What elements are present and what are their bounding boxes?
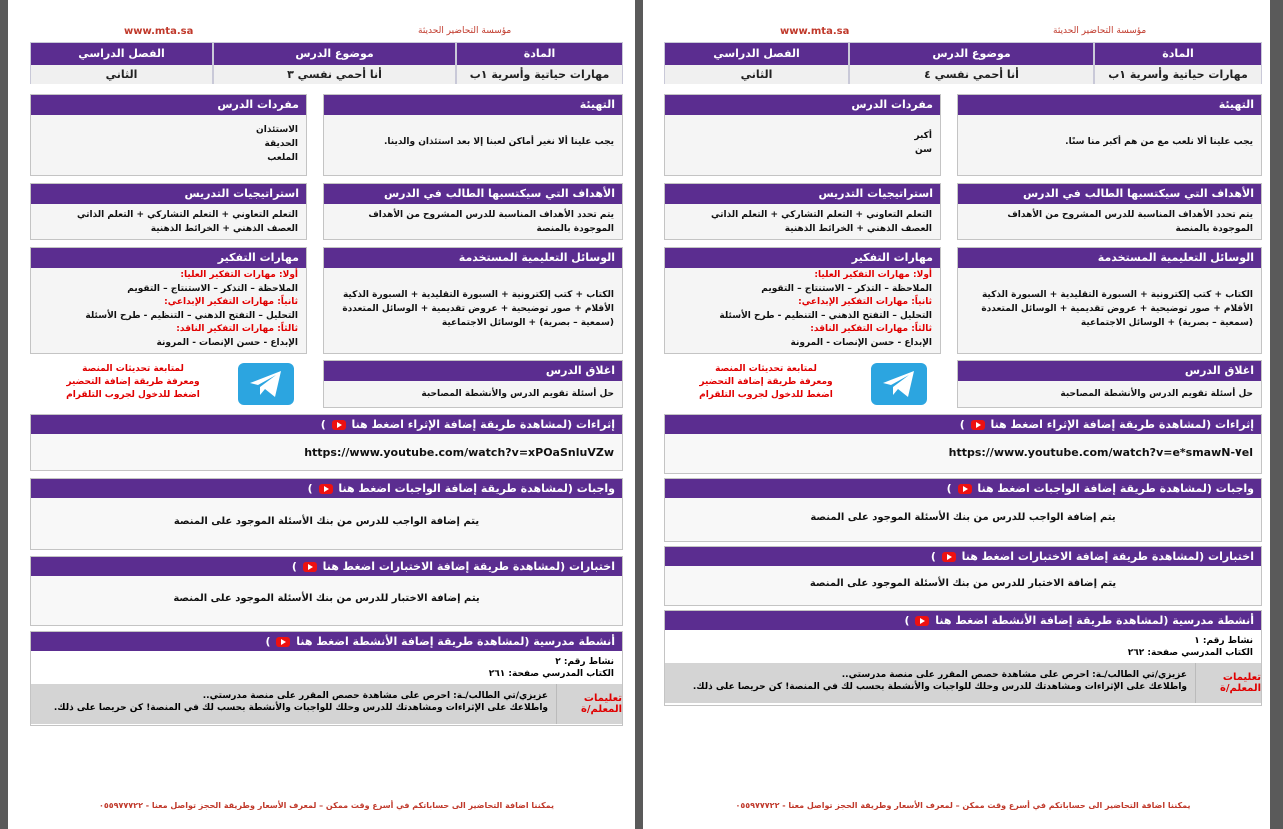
aids-line: الكتاب + كتب إلكترونية + السبورة التقليدية + السبورة الذكية	[342, 290, 614, 300]
warmup-text: يجب علينا ألا نلعب مع من هم أكبر منا سنًا.	[1065, 137, 1253, 147]
vocab-title: مفردات الدرس	[31, 95, 306, 115]
aids-box	[957, 247, 1262, 354]
homework-band	[664, 478, 1262, 542]
thinking-box	[664, 247, 941, 354]
telegram-line: لمتابعة تحديثات المنصة	[715, 364, 817, 374]
youtube-icon[interactable]	[971, 420, 985, 430]
aids-line: (سمعية – بصرية) + الوسائل الاجتماعية	[441, 318, 614, 328]
semester-label: الفصل الدراسي	[31, 43, 212, 65]
enrichment-url[interactable]: https://www.youtube.com/watch?v=e*smawN-٧el	[948, 446, 1253, 459]
footer-contact: يمكننا اضافة التحاضير الى حساباتكم في أسرع وقت ممكن – لمعرف الأسعار وطريقة الحجز تواصل معنا - ٠٥٥٩٧٧٧٢٢	[735, 801, 1191, 810]
instructions-line: عزيزي/تي الطالب/ـة: احرص على مشاهدة حصص المقرر على منصة مدرستي..	[202, 691, 548, 701]
vocab-item: الحديقة	[264, 139, 298, 149]
tests-title: اختبارات (لمشاهدة طريقة إضافة الاختبارات اضغط هنا	[961, 550, 1254, 563]
youtube-icon[interactable]	[276, 637, 290, 647]
thinking-line: التحليل – التفتح الذهني – التنظيم - طرح الأسئلة	[85, 310, 298, 321]
site-url[interactable]: www.mta.sa	[124, 26, 194, 37]
closing-title: اغلاق الدرس	[958, 361, 1261, 381]
strategies-line: العصف الذهني + الخرائط الذهنية	[150, 224, 298, 234]
strategies-line: التعلم التعاوني + التعلم التشاركي + التعلم الذاتي	[711, 210, 932, 220]
youtube-icon[interactable]	[915, 616, 929, 626]
thinking-line: التحليل – التفتح الذهني – التنظيم - طرح الأسئلة	[719, 310, 932, 321]
site-url[interactable]: www.mta.sa	[780, 26, 850, 37]
thinking-heading: ثانياً: مهارات التفكير الإبداعي:	[164, 297, 298, 307]
subject-label: المادة	[457, 43, 622, 65]
thinking-heading: أولا: مهارات التفكير العليا:	[814, 270, 932, 280]
vocab-title: مفردات الدرس	[665, 95, 940, 115]
aids-title: الوسائل التعليمية المستخدمة	[324, 248, 622, 268]
homework-title: واجبات (لمشاهدة طريقة إضافة الواجبات اضغط هنا	[977, 482, 1254, 495]
topic-label: موضوع الدرس	[214, 43, 455, 65]
close-paren: )	[959, 418, 965, 431]
close-paren: )	[320, 418, 326, 431]
aids-line: الأقلام + صور توضيحية + عروض تقديمية + الوسائل المتعددة	[981, 304, 1253, 314]
closing-box	[323, 360, 623, 408]
semester-value: الثاني	[665, 65, 848, 84]
instructions-label: تعليمات المعلم/ة	[1195, 663, 1261, 703]
activities-band	[30, 631, 623, 726]
topic-value: أنا أحمي نفسي ٤	[850, 65, 1093, 84]
tests-link[interactable]	[665, 547, 1261, 566]
close-paren: )	[904, 614, 910, 627]
instructions-line: واطلاعك على الإثراءات ومشاهدتك للدرس وحلك للواجبات والأنشطة بحسب لك في المنصة! كن حريصا على ذلك.	[692, 682, 1187, 692]
subject-label: المادة	[1095, 43, 1261, 65]
thinking-title: مهارات التفكير	[665, 248, 940, 268]
institution-name: مؤسسة التحاضير الحديثة	[1053, 26, 1147, 36]
close-paren: )	[307, 482, 313, 495]
telegram-line: لمتابعة تحديثات المنصة	[82, 364, 184, 374]
telegram-promo[interactable]	[58, 363, 208, 402]
teacher-instructions	[665, 663, 1261, 703]
tests-link[interactable]	[31, 557, 622, 576]
youtube-icon[interactable]	[958, 484, 972, 494]
homework-text: يتم إضافة الواجب للدرس من بنك الأسئلة الموجود على المنصة	[173, 516, 480, 527]
vocab-item: أكبر	[914, 131, 932, 141]
youtube-icon[interactable]	[942, 552, 956, 562]
homework-link[interactable]	[31, 479, 622, 498]
semester-value: الثاني	[31, 65, 212, 84]
vocab-item: الملعب	[267, 153, 298, 163]
warmup-box	[957, 94, 1262, 176]
warmup-box	[323, 94, 623, 176]
vocab-box	[30, 94, 307, 176]
topic-value: أنا أحمي نفسي ٣	[214, 65, 455, 84]
subject-cell	[456, 42, 623, 84]
thinking-heading: ثالثاً: مهارات التفكير الناقد:	[810, 324, 932, 334]
homework-text: يتم إضافة الواجب للدرس من بنك الأسئلة الموجود على المنصة	[810, 512, 1116, 523]
thinking-box	[30, 247, 307, 354]
enrichment-band	[664, 414, 1262, 474]
aids-line: الأقلام + صور توضيحية + عروض تقديمية + الوسائل المتعددة	[342, 304, 614, 314]
aids-box	[323, 247, 623, 354]
tests-text: يتم إضافة الاختبار للدرس من بنك الأسئلة الموجود على المنصة	[173, 593, 480, 604]
footer-contact: يمكننا اضافة التحاضير الى حساباتكم في أسرع وقت ممكن – لمعرف الأسعار وطريقة الحجز تواصل معنا - ٠٥٥٩٧٧٧٢٢	[99, 801, 554, 810]
thinking-heading: ثالثاً: مهارات التفكير الناقد:	[176, 324, 298, 334]
activities-title: أنشطة مدرسية (لمشاهدة طريقة إضافة الأنشطة اضغط هنا	[296, 635, 615, 648]
strategies-title: استراتيجيات التدريس	[665, 184, 940, 204]
vocab-item: سن	[915, 145, 932, 155]
objectives-text: يتم تحدد الأهداف المناسبة للدرس المشروح من الأهداف الموجودة بالمنصة	[1007, 210, 1253, 234]
warmup-title: التهيئة	[324, 95, 622, 115]
aids-line: الكتاب + كتب إلكترونية + السبورة التقليدية + السبورة الذكية	[981, 290, 1253, 300]
objectives-box	[323, 183, 623, 240]
thinking-heading: أولا: مهارات التفكير العليا:	[180, 270, 298, 280]
telegram-icon[interactable]	[238, 363, 294, 405]
enrichment-title: إثراءات (لمشاهدة طريقة إضافة الإثراء اضغط هنا	[990, 418, 1254, 431]
thinking-heading: ثانياً: مهارات التفكير الإبداعي:	[798, 297, 932, 307]
instructions-line: عزيزي/تي الطالب/ـة: احرص على مشاهدة حصص المقرر على منصة مدرستي..	[841, 670, 1187, 680]
objectives-box	[957, 183, 1262, 240]
activities-link[interactable]	[31, 632, 622, 651]
closing-box	[957, 360, 1262, 408]
close-paren: )	[291, 560, 297, 573]
activity-number: نشاط رقم: ٢	[555, 657, 614, 667]
lesson-page-left	[8, 0, 635, 829]
aids-line: (سمعية – بصرية) + الوسائل الاجتماعية	[1080, 318, 1253, 328]
lesson-page-right	[643, 0, 1270, 829]
topic-cell	[213, 42, 456, 84]
vocab-item: الاستئذان	[256, 125, 298, 135]
close-paren: )	[265, 635, 271, 648]
thinking-line: الإبداع - حسن الإنصات - المرونة	[790, 337, 932, 348]
header-table	[30, 42, 623, 84]
instructions-label: تعليمات المعلم/ة	[556, 684, 622, 724]
strategies-title: استراتيجيات التدريس	[31, 184, 306, 204]
strategies-box	[30, 183, 307, 240]
close-paren: )	[946, 482, 952, 495]
institution-name: مؤسسة التحاضير الحديثة	[418, 26, 512, 36]
activity-page: الكتاب المدرسي صفحة: ٢٦١	[488, 669, 614, 679]
telegram-line: اضغط للدخول لجروب التلقرام	[66, 390, 200, 400]
warmup-text: يجب علينا ألا نغير أماكن لعبنا إلا بعد استئذان والدينا.	[383, 137, 614, 147]
thinking-title: مهارات التفكير	[31, 248, 306, 268]
header-table	[664, 42, 1262, 84]
objectives-text: يتم تحدد الأهداف المناسبة للدرس المشروح من الأهداف الموجودة بالمنصة	[368, 210, 614, 234]
telegram-line: ومعرفة طريقة إضافة التحضير	[66, 377, 200, 387]
tests-title: اختبارات (لمشاهدة طريقة إضافة الاختبارات اضغط هنا	[322, 560, 615, 573]
semester-cell	[30, 42, 213, 84]
subject-value: مهارات حياتية وأسرية ١ب	[1095, 65, 1261, 84]
closing-text: حل أسئلة تقويم الدرس والأنشطة المصاحبة	[421, 389, 614, 399]
strategies-box	[664, 183, 941, 240]
warmup-title: التهيئة	[958, 95, 1261, 115]
activity-page: الكتاب المدرسي صفحة: ٢٦٢	[1127, 648, 1253, 658]
close-paren: )	[930, 550, 936, 563]
enrichment-title: إثراءات (لمشاهدة طريقة إضافة الإثراء اضغط هنا	[351, 418, 615, 431]
youtube-icon[interactable]	[303, 562, 317, 572]
enrichment-band	[30, 414, 623, 471]
strategies-line: العصف الذهني + الخرائط الذهنية	[784, 224, 932, 234]
youtube-icon[interactable]	[319, 484, 333, 494]
activities-link[interactable]	[665, 611, 1261, 630]
thinking-line: الإبداع - حسن الإنصات - المرونة	[156, 337, 298, 348]
activities-band	[664, 610, 1262, 706]
telegram-line: ومعرفة طريقة إضافة التحضير	[699, 377, 833, 387]
enrichment-link[interactable]	[31, 415, 622, 434]
telegram-line: اضغط للدخول لجروب التلقرام	[699, 390, 833, 400]
topic-label: موضوع الدرس	[850, 43, 1093, 65]
teacher-instructions	[31, 684, 622, 724]
telegram-promo[interactable]	[691, 363, 841, 402]
tests-text: يتم إضافة الاختبار للدرس من بنك الأسئلة الموجود على المنصة	[809, 578, 1117, 589]
strategies-line: التعلم التعاوني + التعلم التشاركي + التعلم الذاتي	[77, 210, 298, 220]
enrichment-url[interactable]: https://www.youtube.com/watch?v=xPOaSnluVZw	[304, 446, 614, 459]
activity-number: نشاط رقم: ١	[1194, 636, 1253, 646]
tests-band	[664, 546, 1262, 606]
semester-cell	[664, 42, 849, 84]
subject-value: مهارات حياتية وأسرية ١ب	[457, 65, 622, 84]
activities-title: أنشطة مدرسية (لمشاهدة طريقة إضافة الأنشطة اضغط هنا	[935, 614, 1254, 627]
thinking-line: الملاحظة – التذكر – الاستنتاج – التقويم	[761, 283, 932, 294]
enrichment-link[interactable]	[665, 415, 1261, 434]
telegram-icon[interactable]	[871, 363, 927, 405]
vocab-box	[664, 94, 941, 176]
tests-band	[30, 556, 623, 626]
instructions-line: واطلاعك على الإثراءات ومشاهدتك للدرس وحلك للواجبات والأنشطة بحسب لك في المنصة! كن حريصا على ذلك.	[53, 703, 548, 713]
aids-title: الوسائل التعليمية المستخدمة	[958, 248, 1261, 268]
topic-cell	[849, 42, 1094, 84]
homework-band	[30, 478, 623, 550]
homework-title: واجبات (لمشاهدة طريقة إضافة الواجبات اضغط هنا	[338, 482, 615, 495]
closing-title: اغلاق الدرس	[324, 361, 622, 381]
objectives-title: الأهداف التي سيكتسبها الطالب في الدرس	[324, 184, 622, 204]
homework-link[interactable]	[665, 479, 1261, 498]
closing-text: حل أسئلة تقويم الدرس والأنشطة المصاحبة	[1060, 389, 1253, 399]
objectives-title: الأهداف التي سيكتسبها الطالب في الدرس	[958, 184, 1261, 204]
semester-label: الفصل الدراسي	[665, 43, 848, 65]
thinking-line: الملاحظة – التذكر – الاستنتاج – التقويم	[127, 283, 298, 294]
subject-cell	[1094, 42, 1262, 84]
youtube-icon[interactable]	[332, 420, 346, 430]
